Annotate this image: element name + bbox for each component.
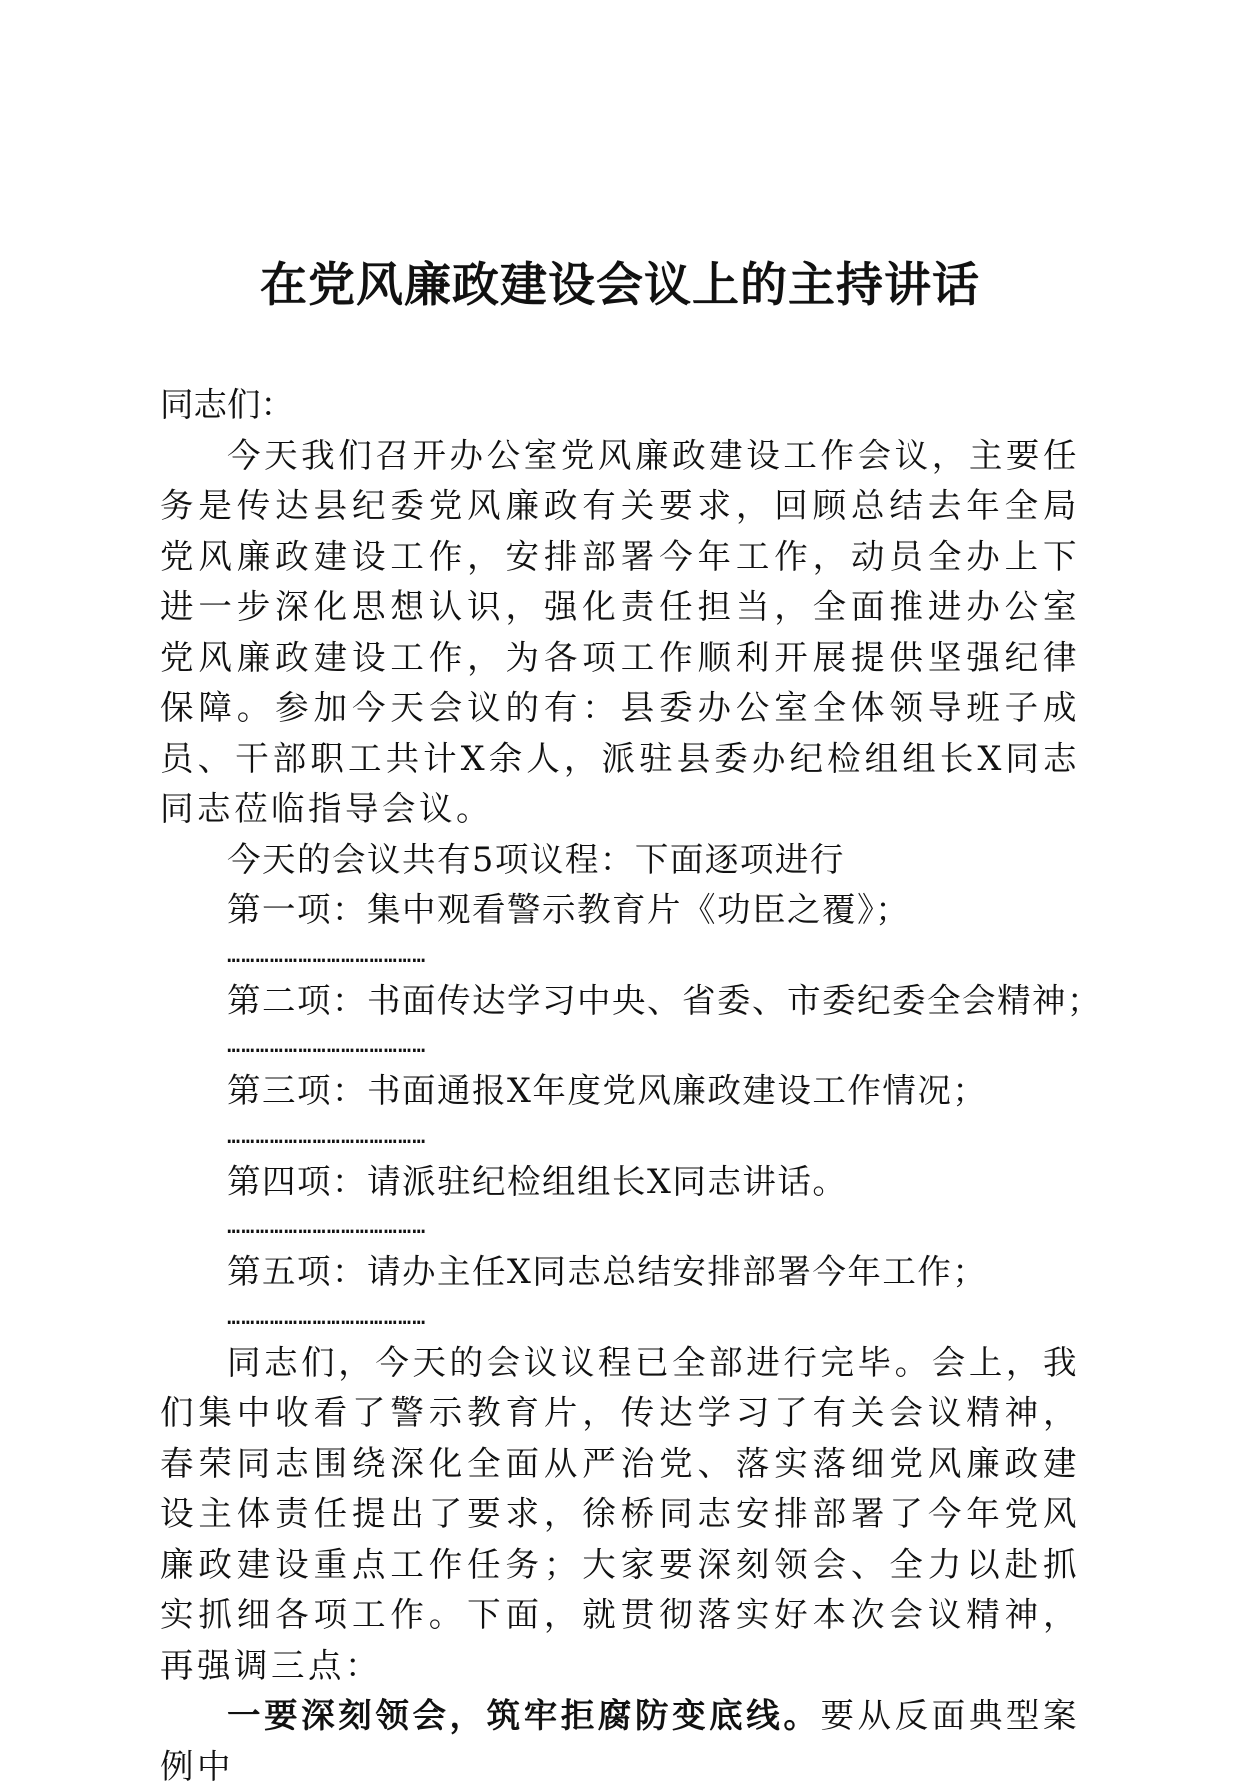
agenda-item-1: 第一项：集中观看警示教育片《功臣之覆》； bbox=[227, 890, 911, 929]
point-one-text: 要从反面典型案例中 bbox=[160, 1696, 1081, 1786]
point-one-lead: 一要深刻领会，筑牢拒腐防变底线。 bbox=[227, 1696, 821, 1735]
document-body bbox=[160, 380, 1102, 1792]
agenda-ellipsis-1: …………………………………… bbox=[227, 942, 427, 968]
agenda-ellipsis-5: …………………………………… bbox=[227, 1304, 427, 1330]
agenda-item-2: 第二项：书面传达学习中央、省委、市委纪委全会精神； bbox=[227, 980, 1102, 1020]
closing-paragraph: 同志们，今天的会议议程已全部进行完毕。会上，我们集中收看了警示教育片，传达学习了有关会议精神，春荣同志围绕深化全面从严治党、落实落细党风廉政建设主体责任提出了要求，徐桥同志安排部署了今年党风廉政建设重点工作任务；大家要深刻领会、全力以赴抓实抓细各项工作。下面，就贯彻落实好本次会议精神，再强调三点： bbox=[160, 1342, 1080, 1685]
intro-paragraph: 今天我们召开办公室党风廉政建设工作会议，主要任务是传达县纪委党风廉政有关要求，回顾总结去年全局党风廉政建设工作，安排部署今年工作，动员全办上下进一步深化思想认识，强化责任担当，全面推进办公室党风廉政建设工作，为各项工作顺利开展提供坚强纪律保障。参加今天会议的有：县委办公室全体领导班子成员、干部职工共计X余人，派驻县委办纪检组组长X同志同志莅临指导会议。 bbox=[160, 435, 1080, 828]
agenda-ellipsis-2: …………………………………… bbox=[227, 1033, 427, 1058]
document-title: 在党风廉政建设会议上的主持讲话 bbox=[260, 258, 980, 313]
salutation: 同志们： bbox=[160, 385, 294, 424]
agenda-ellipsis-4: …………………………………… bbox=[227, 1214, 427, 1239]
agenda-ellipsis-3: …………………………………… bbox=[227, 1123, 427, 1149]
agenda-item-4: 第四项：请派驻纪检组组长X同志讲话。 bbox=[227, 1161, 848, 1201]
agenda-intro: 今天的会议共有5项议程：下面逐项进行 bbox=[227, 839, 845, 879]
agenda-item-3: 第三项：书面通报X年度党风廉政建设工作情况； bbox=[227, 1071, 988, 1110]
agenda-item-5: 第五项：请办主任X同志总结安排部署今年工作； bbox=[227, 1252, 988, 1291]
point-one-paragraph bbox=[160, 1691, 1080, 1792]
